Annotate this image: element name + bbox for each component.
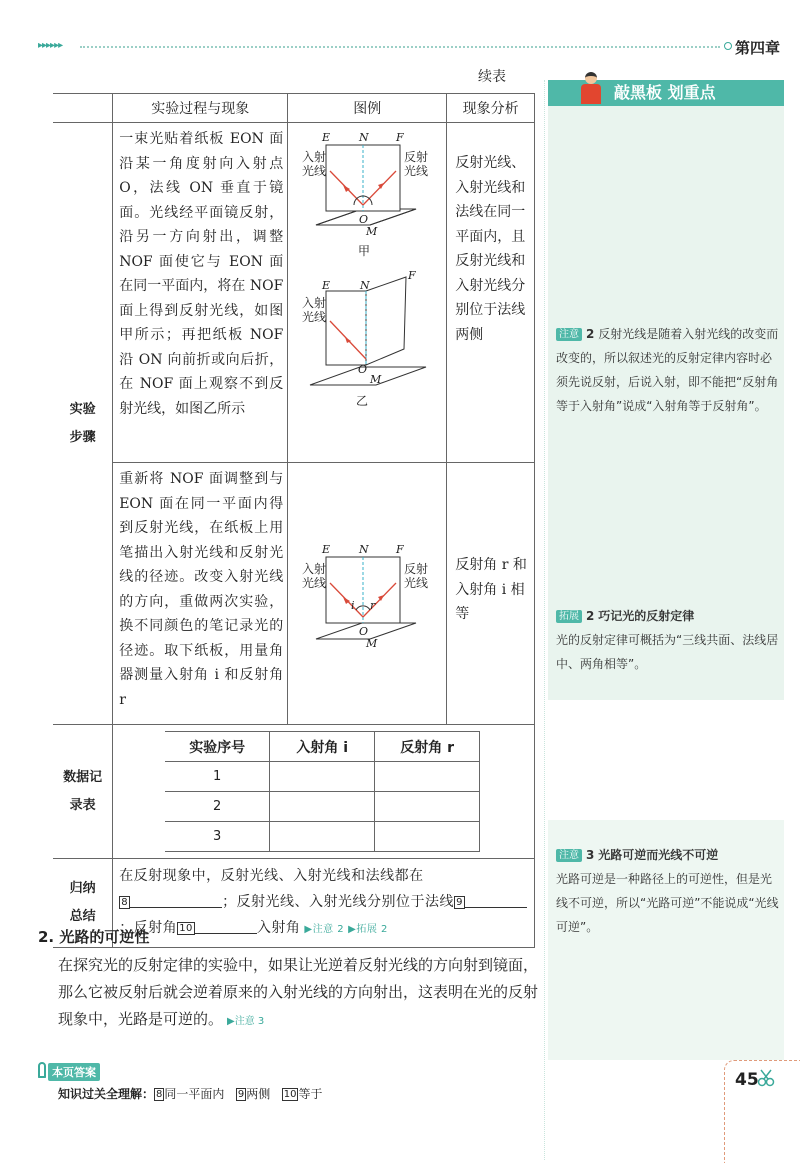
answers-line (58, 1085, 322, 1102)
corner-cell (53, 94, 113, 123)
data-cell: 2 (165, 792, 270, 822)
label-m: M (366, 225, 378, 238)
label-n: N (359, 131, 369, 144)
extension-title: 巧记光的反射定律 (598, 609, 695, 623)
label-o: O (358, 363, 368, 376)
label-f: F (408, 269, 416, 282)
row-label-record: 数据记 录表 (53, 725, 113, 859)
summary-text: 在反射现象中，反射光线、入射光线和法线都在 (119, 868, 424, 884)
table-row (53, 123, 535, 463)
header-arrows: ▸▸▸▸▸▸ (38, 40, 63, 51)
answer-text: 两侧 (246, 1087, 271, 1101)
row-label-steps: 实验 步骤 (53, 123, 113, 725)
table-row (53, 725, 535, 859)
data-cell[interactable] (270, 762, 375, 792)
answer-blank-10[interactable] (195, 919, 257, 934)
record-cell (113, 725, 535, 859)
data-record-table (165, 731, 480, 852)
page-number: 45 (735, 1070, 759, 1090)
figure-cell (288, 463, 447, 725)
extension-number: 2 (586, 609, 595, 623)
blank-number: 9 (456, 897, 463, 908)
summary-text: ；反射光线、入射光线分别位于法线 (222, 894, 455, 910)
answer-number: 9 (237, 1089, 245, 1100)
label-n: N (360, 279, 370, 292)
data-cell[interactable] (375, 822, 480, 852)
data-row (165, 822, 480, 852)
chapter-title: 第四章 (735, 39, 781, 57)
data-cell[interactable] (270, 792, 375, 822)
data-cell[interactable] (375, 762, 480, 792)
answer-text: 同一平面内 (164, 1087, 225, 1101)
answers-label: 知识过关全理解： (58, 1087, 155, 1101)
experiment-table (53, 93, 535, 948)
table-row (53, 463, 535, 725)
step1-analysis: 反射光线、入射光线和法线在同一平面内，且反射光线和入射光线分别位于法线两侧 (447, 123, 535, 463)
section-body (58, 952, 538, 1035)
answer-blank-9[interactable] (465, 893, 527, 908)
answer-number: 10 (283, 1089, 297, 1100)
caption-jia: 甲 (358, 244, 371, 258)
figure-jia-yi (288, 127, 446, 427)
label-angle-r: r (370, 598, 376, 612)
label-o: O (359, 624, 369, 638)
teacher-icon (578, 72, 604, 106)
data-cell[interactable] (375, 792, 480, 822)
note-3 (556, 843, 782, 939)
data-header: 入射角 i (270, 732, 375, 762)
header-circle-icon (724, 42, 732, 50)
data-cell: 1 (165, 762, 270, 792)
label-m: M (370, 373, 382, 386)
figure-cell (288, 123, 447, 463)
label-incident: 入射光线 (302, 296, 327, 324)
sidebar-title: 敲黑板 划重点 (548, 80, 784, 106)
figure-yi (302, 269, 426, 408)
caption-yi: 乙 (356, 394, 369, 408)
column-header: 实验过程与现象 (113, 94, 288, 123)
ref-extension-2[interactable]: ▶拓展 2 (348, 924, 388, 935)
label-f: F (396, 131, 404, 144)
label-angle-i: i (351, 598, 355, 612)
header-dotline (80, 46, 720, 48)
column-header: 现象分析 (447, 94, 535, 123)
data-header: 反射角 r (375, 732, 480, 762)
note-number: 3 (586, 848, 595, 862)
extension-text: 光的反射定律可概括为“三线共面、法线居中、两角相等”。 (556, 633, 779, 671)
sidebar-divider (544, 80, 545, 1160)
summary-text: ；反射角 (119, 920, 178, 936)
row-label-summary: 归纳 总结 (53, 859, 113, 948)
step2-analysis: 反射角 r 和入射角 i 相等 (447, 463, 535, 725)
section-text: 在探究光的反射定律的实验中，如果让光逆着反射光线的方向射到镜面，那么它被反射后就会逆着原来的入射光线的方向射出，这表明在光的反射现象中，光路是可逆的。 (58, 956, 539, 1028)
data-cell[interactable] (270, 822, 375, 852)
note-2 (556, 322, 782, 418)
data-row (165, 792, 480, 822)
answer-number: 8 (156, 1089, 163, 1100)
summary-text: 入射角 (256, 920, 301, 936)
label-e: E (322, 542, 331, 556)
note-text: 反射光线是随着入射光线的改变而改变的，所以叙述光的反射定律内容时必须先说反射，后说入射，即不能把“反射角等于入射角”说成“入射角等于反射角”。 (556, 327, 779, 413)
figure-angles (288, 529, 446, 659)
label-reflected: 反射光线 (404, 561, 429, 590)
ref-note-3[interactable]: ▶注意 3 (227, 1016, 265, 1027)
step2-process: 重新将 NOF 面调整到与 EON 面在同一平面内得到反射光线，在纸板上用笔描出入射光线和反射光线的径迹。改变入射光线的方向，重做两次实验，换不同颜色的笔记录光的径迹。取下纸板，用量角器测量入射角 i 和反射角 r (113, 463, 288, 725)
table-continued-label: 续表 (478, 69, 506, 85)
table-header-row (53, 94, 535, 123)
note-number: 2 (586, 327, 595, 341)
ref-note-2[interactable]: ▶注意 2 (304, 924, 345, 935)
label-reflected: 反射光线 (404, 150, 429, 178)
answer-blank-8[interactable] (130, 893, 222, 908)
label-n: N (359, 542, 369, 556)
note-title: 光路可逆而光线不可逆 (598, 848, 719, 862)
label-e: E (322, 279, 331, 292)
blank-number: 8 (121, 897, 129, 908)
blank-number: 10 (179, 923, 193, 934)
label-o: O (359, 213, 369, 226)
section-title: 2. 光路的可逆性 (38, 928, 150, 946)
note-text: 光路可逆是一种路径上的可逆性，但是光线不可逆，所以“光路可逆”不能说成“光线可逆”。 (556, 872, 779, 934)
column-header: 图例 (288, 94, 447, 123)
label-incident: 入射光线 (302, 561, 327, 590)
note-tag: 注意 (556, 849, 582, 862)
data-header: 实验序号 (165, 732, 270, 762)
extension-2 (556, 604, 782, 676)
extension-tag: 拓展 (556, 610, 582, 623)
step1-process: 一束光贴着纸板 EON 面沿某一角度射向入射点 O，法线 ON 垂直于镜面。光线经平面镜反射，沿另一方向射出，调整 NOF 面使它与 EON 面在同一平面内，将在 NOF 面上得到反射光线，如图甲所示；再把纸板 NOF 沿 ON 向前折或向后折，在 NOF 面上观察不到反射光线，如图乙所示 (113, 123, 288, 463)
scissors-icon (756, 1068, 776, 1088)
summary-cell (113, 859, 535, 948)
label-e: E (322, 131, 331, 144)
answers-title: 本页答案 (48, 1063, 100, 1081)
data-row (165, 762, 480, 792)
note-tag: 注意 (556, 328, 582, 341)
data-cell: 3 (165, 822, 270, 852)
label-m: M (366, 636, 378, 650)
label-f: F (396, 542, 404, 556)
label-incident: 入射光线 (302, 150, 327, 178)
answer-text: 等于 (298, 1087, 323, 1101)
key-icon (38, 1062, 46, 1078)
